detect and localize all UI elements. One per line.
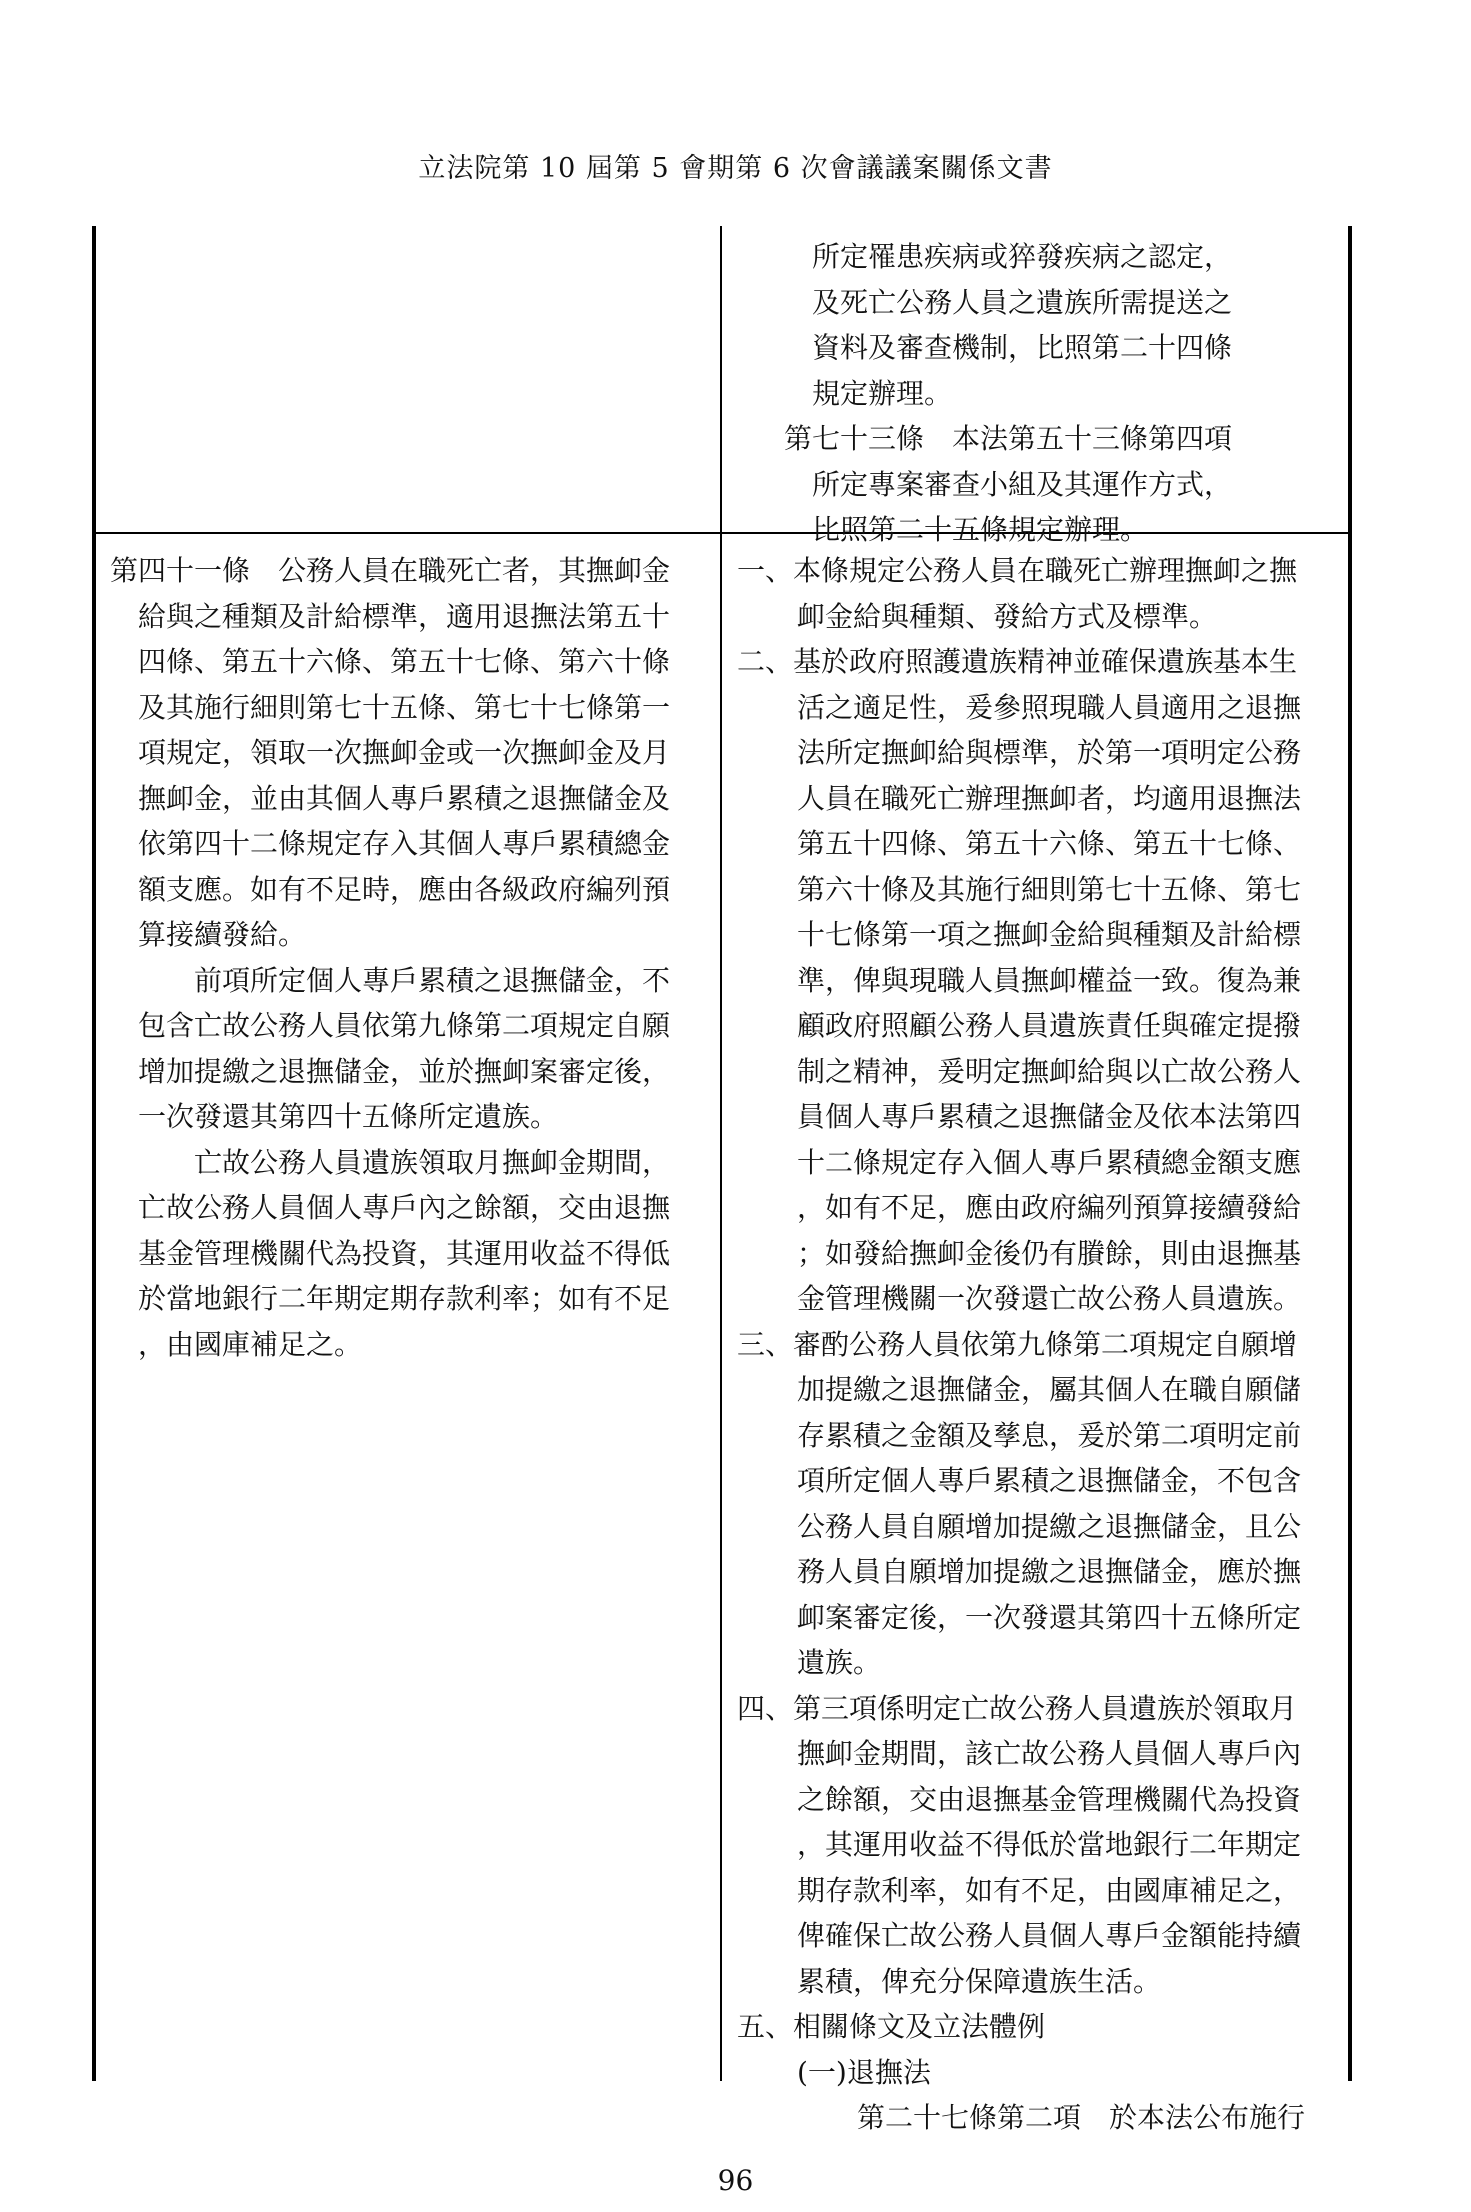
item-2-heading: 二、基於政府照護遺族精神並確保遺族基本生 — [737, 645, 1298, 678]
text-line: 第六十條及其施行細則第七十五條、第七 — [797, 872, 1302, 906]
text-line: 顧政府照顧公務人員遺族責任與確定提撥 — [797, 1009, 1302, 1042]
text-line: 四條、第五十六條、第五十七條、第六十條 — [138, 645, 671, 678]
item-5-heading: 五、相關條文及立法體例 — [737, 2010, 1046, 2043]
item-3-heading: 三、審酌公務人員依第九條第二項規定自願增 — [737, 1327, 1298, 1361]
text-line: 員個人專戶累積之退撫儲金及依本法第四 — [797, 1100, 1302, 1133]
text-line: ，如有不足，應由政府編列預算接續發給 — [797, 1191, 1302, 1224]
text-line: 及死亡公務人員之遺族所需提送之 — [812, 285, 1233, 319]
paragraph-2-first-line: 前項所定個人專戶累積之退撫儲金，不 — [194, 963, 671, 997]
text-line: 項規定，領取一次撫卹金或一次撫卹金及月 — [138, 736, 671, 769]
text-line: 包含亡故公務人員依第九條第二項規定自願 — [138, 1009, 671, 1042]
article-41-heading: 第四十一條 公務人員在職死亡者，其撫卹金 — [110, 554, 671, 587]
text-line: 依第四十二條規定存入其個人專戶累積總金 — [138, 827, 671, 860]
text-line: 算接續發給。 — [138, 918, 307, 951]
table-right-border — [1348, 226, 1352, 2081]
text-line: 俾確保亡故公務人員個人專戶金額能持續 — [797, 1919, 1302, 1952]
text-line: 期存款利率，如有不足，由國庫補足之， — [797, 1873, 1302, 1907]
text-line: 所定罹患疾病或猝發疾病之認定， — [812, 240, 1233, 273]
text-line: ；如發給撫卹金後仍有賸餘，則由退撫基 — [797, 1236, 1302, 1270]
explanation-text — [737, 548, 1342, 2141]
text-line: 所定專案審查小組及其運作方式， — [812, 467, 1233, 501]
table-left-border — [92, 226, 96, 2081]
text-line: 之餘額，交由退撫基金管理機關代為投資 — [797, 1782, 1302, 1816]
text-line: 第五十四條、第五十六條、第五十七條、 — [797, 827, 1302, 860]
text-line: ，由國庫補足之。 — [138, 1327, 363, 1361]
text-line: 給與之種類及計給標準，適用退撫法第五十 — [138, 599, 671, 633]
text-line: 額支應。如有不足時，應由各級政府編列預 — [138, 872, 671, 906]
text-line: ，其運用收益不得低於當地銀行二年期定 — [797, 1828, 1302, 1861]
page-header: 立法院第 10 屆第 5 會期第 6 次會議議案關係文書 — [418, 153, 1053, 184]
text-line: 卹金給與種類、發給方式及標準。 — [797, 599, 1218, 633]
text-line: 十二條規定存入個人專戶累積總金額支應 — [797, 1145, 1302, 1179]
subsection-heading: (一)退撫法 — [797, 2055, 931, 2089]
text-line: 於當地銀行二年期定期存款利率；如有不足 — [138, 1282, 671, 1315]
text-line: 比照第二十五條規定辦理。 — [812, 513, 1149, 546]
text-line: 卹案審定後，一次發還其第四十五條所定 — [797, 1600, 1302, 1634]
item-1-heading: 一、本條規定公務人員在職死亡辦理撫卹之撫 — [737, 554, 1298, 587]
text-line: 人員在職死亡辦理撫卹者，均適用退撫法 — [797, 781, 1302, 815]
text-line: 準，俾與現職人員撫卹權益一致。復為兼 — [797, 963, 1302, 997]
text-line: 活之適足性，爰參照現職人員適用之退撫 — [797, 690, 1302, 724]
text-line: 項所定個人專戶累積之退撫儲金，不包含 — [797, 1464, 1302, 1497]
text-line: 一次發還其第四十五條所定遺族。 — [138, 1100, 559, 1133]
comparison-table — [92, 226, 1352, 2134]
text-line: 制之精神，爰明定撫卹給與以亡故公務人 — [797, 1054, 1302, 1088]
page-number: 96 — [717, 2164, 754, 2197]
text-line: 公務人員自願增加提繳之退撫儲金，且公 — [797, 1509, 1302, 1543]
table-column-divider — [720, 226, 722, 2081]
text-line: 規定辦理。 — [812, 376, 953, 410]
text-line: 增加提繳之退撫儲金，並於撫卹案審定後， — [138, 1054, 671, 1088]
text-line: 加提繳之退撫儲金，屬其個人在職自願儲 — [797, 1373, 1302, 1406]
article-41-text — [110, 548, 712, 1367]
article-73-heading: 第七十三條 本法第五十三條第四項 — [784, 422, 1233, 455]
text-line: 撫卹金期間，該亡故公務人員個人專戶內 — [797, 1737, 1302, 1770]
text-line: 亡故公務人員個人專戶內之餘額，交由退撫 — [138, 1191, 671, 1224]
text-line: 第二十七條第二項 於本法公布施行 — [857, 2101, 1306, 2134]
text-line: 撫卹金，並由其個人專戶累積之退撫儲金及 — [138, 781, 671, 815]
item-4-heading: 四、第三項係明定亡故公務人員遺族於領取月 — [737, 1691, 1298, 1725]
paragraph-3-first-line: 亡故公務人員遺族領取月撫卹金期間， — [194, 1145, 671, 1179]
text-line: 累積，俾充分保障遺族生活。 — [797, 1964, 1162, 1998]
text-line: 十七條第一項之撫卹金給與種類及計給標 — [797, 918, 1302, 951]
text-line: 法所定撫卹給與標準，於第一項明定公務 — [797, 736, 1302, 769]
text-line: 務人員自願增加提繳之退撫儲金，應於撫 — [797, 1555, 1302, 1588]
text-line: 資料及審查機制，比照第二十四條 — [812, 331, 1233, 364]
text-line: 存累積之金額及孳息，爰於第二項明定前 — [797, 1418, 1302, 1452]
text-line: 遺族。 — [797, 1646, 882, 1679]
continuation-cell — [784, 234, 1337, 553]
text-line: 金管理機關一次發還亡故公務人員遺族。 — [797, 1282, 1302, 1315]
text-line: 基金管理機關代為投資，其運用收益不得低 — [138, 1236, 671, 1270]
text-line: 及其施行細則第七十五條、第七十七條第一 — [138, 690, 671, 724]
